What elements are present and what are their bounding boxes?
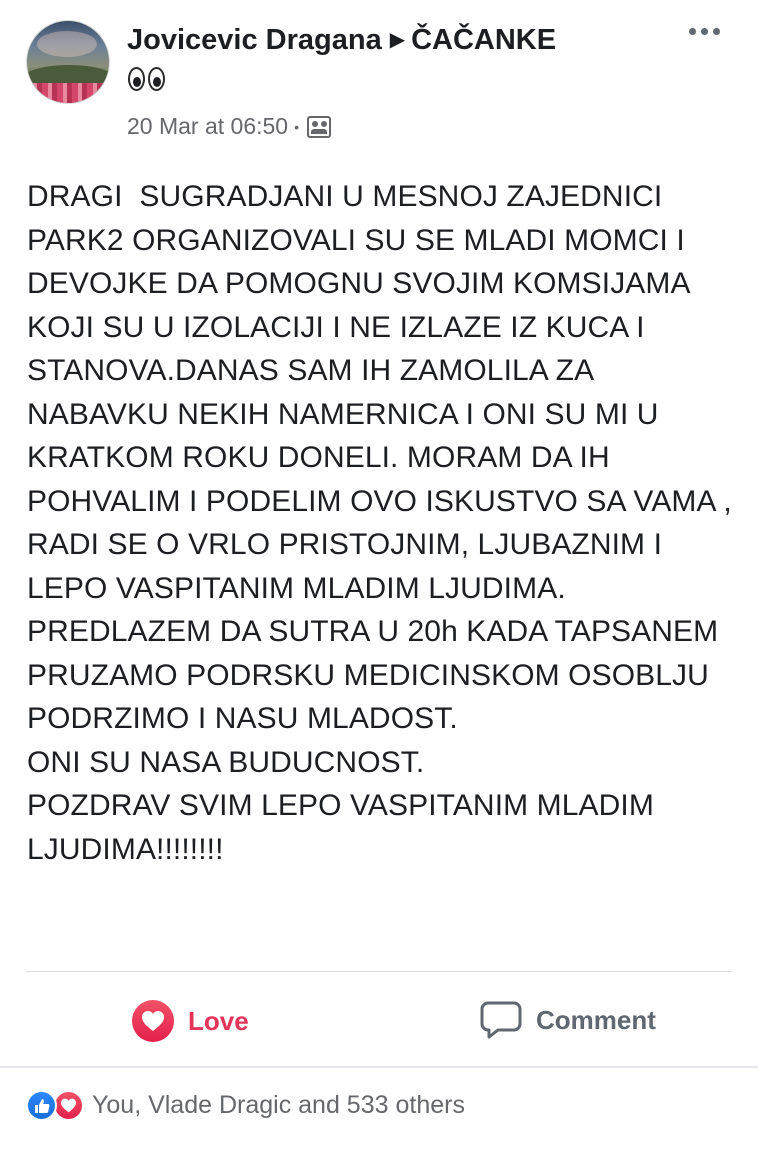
like-reaction-icon	[26, 1090, 57, 1121]
post-header	[0, 0, 758, 150]
author-avatar[interactable]	[26, 20, 110, 104]
more-dot-icon	[701, 28, 708, 35]
more-options-button[interactable]	[689, 28, 720, 35]
eyes-emoji	[128, 67, 165, 97]
post-meta	[127, 113, 331, 140]
post-timestamp[interactable]: 20 Mar at 06:50	[127, 113, 289, 139]
arrow-right-icon: ▶	[389, 29, 406, 51]
love-label: Love	[188, 1005, 249, 1036]
eye-icon	[148, 67, 165, 91]
meta-separator: •	[294, 118, 300, 135]
group-name[interactable]: ČAČANKE	[411, 24, 557, 56]
avatar-flowers	[27, 83, 109, 103]
more-dot-icon	[689, 28, 696, 35]
love-reaction-icon	[53, 1090, 84, 1121]
love-button[interactable]	[132, 1000, 249, 1042]
group-icon	[307, 116, 331, 138]
heart-icon	[132, 1000, 174, 1042]
more-dot-icon	[713, 28, 720, 35]
divider	[0, 1066, 758, 1068]
avatar-sky	[37, 31, 97, 57]
action-bar	[0, 972, 758, 1066]
reactions-text: You, Vlade Dragic and 533 others	[92, 1091, 465, 1119]
post-body-text: DRAGI SUGRADJANI U MESNOJ ZAJEDNICI PARK2 ORGANIZOVALI SU SE MLADI MOMCI I DEVOJKE DA POMOGNU SVOJIM KOMSIJAMA KOJI SU U IZOLACIJI I NE IZLAZE IZ KUCA I STANOVA.DANAS SAM IH ZAMOLILA ZA NABAVKU NEKIH NAMERNICA I ONI SU MI U KRATKOM ROKU DONELI. MORAM DA IH POHVALIM I PODELIM OVO ISKUSTVO SA VAMA , RADI SE O VRLO PRISTOJNIM, LJUBAZNIM I LEPO VASPITANIM MLADIM LJUDIMA. PREDLAZEM DA SUTRA U 20h KADA TAPSANEM PRUZAMO PODRSKU MEDICINSKOM OSOBLJU PODRZIMO I NASU MLADOST. ONI SU NASA BUDUCNOST. POZDRAV SVIM LEPO VASPITANIM MLADIM LJUDIMA!!!!!!!!	[27, 180, 732, 866]
reactions-summary[interactable]	[26, 1090, 465, 1121]
comment-button[interactable]	[480, 1000, 656, 1040]
comment-icon	[480, 1000, 522, 1040]
eye-icon	[128, 67, 145, 91]
author-name[interactable]: Jovicevic Dragana	[127, 24, 382, 56]
post-title-line	[127, 24, 556, 57]
comment-label: Comment	[536, 1004, 656, 1035]
